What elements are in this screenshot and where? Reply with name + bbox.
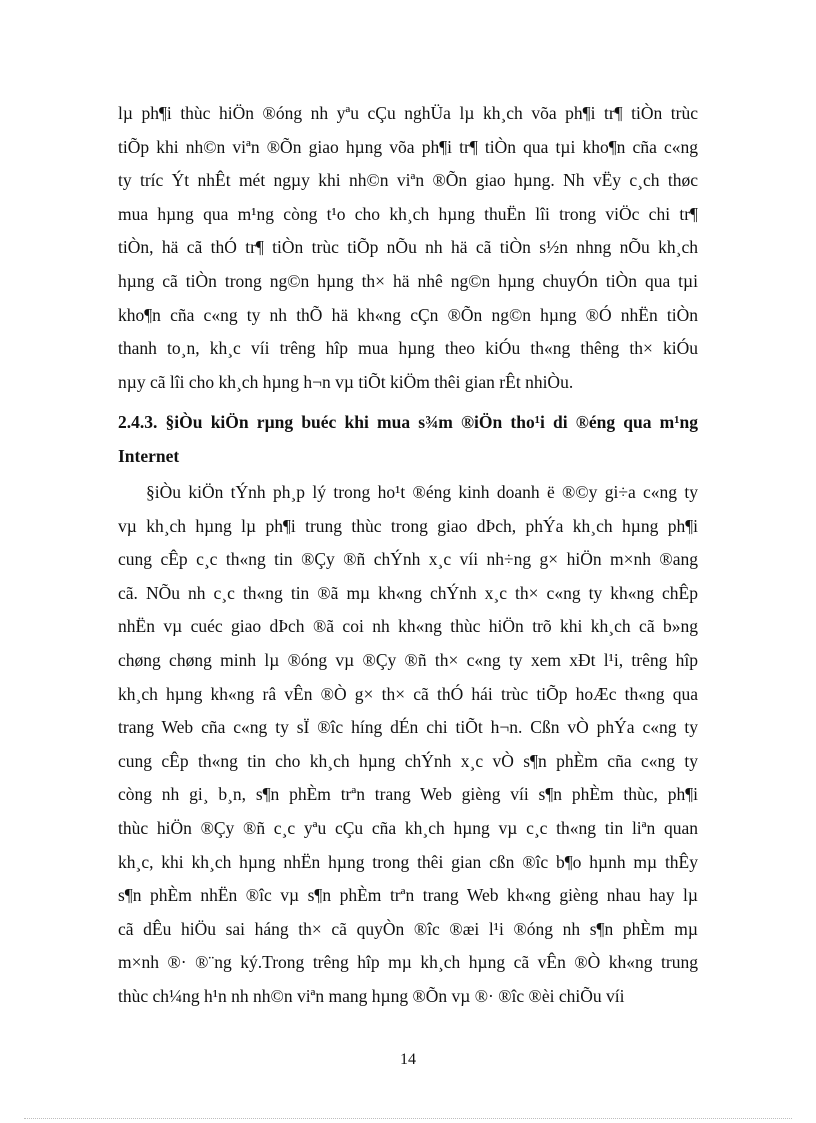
footer-divider xyxy=(24,1118,792,1119)
text-line: nµy cã lîi cho kh¸ch hµng h¬n vµ tiÕt kiÖm thêi gian rÊt nhiÒu. xyxy=(118,371,574,392)
text-line: cung cÊp th«ng tin cho kh¸ch hµng chÝnh x¸c vÒ s¶n phÈm cña c«ng ty xyxy=(118,750,698,771)
body-paragraph-2 xyxy=(118,476,698,1014)
text-line: thùc ch¼ng h¹n nh nh©n viªn mang hµng ®Õn vµ ®· ®îc ®èi chiÕu víi xyxy=(118,985,625,1006)
text-line: cã. NÕu nh c¸c th«ng tin ®ã mµ kh«ng chÝnh x¸c th× c«ng ty kh«ng chÊp xyxy=(118,582,698,603)
text-line: hµng cã tiÒn trong ng©n hµng th× hä nhê ng©n hµng chuyÓn tiÒn qua tµi xyxy=(118,270,698,291)
heading-line: 2.4.3. §iÒu kiÖn rµng buéc khi mua s¾m ®iÖn tho¹i di ®éng qua m¹ng xyxy=(118,412,698,432)
text-line: kho¶n cña c«ng ty nh thÕ hä kh«ng cÇn ®Õn ng©n hµng ®Ó nhËn tiÒn xyxy=(118,304,698,325)
text-line: mua hµng qua m¹ng còng t¹o cho kh¸ch hµng thuËn lîi trong viÖc chi tr¶ xyxy=(118,203,698,224)
text-line: trang Web cña c«ng ty sÏ ®îc híng dÉn chi tiÕt h¬n. Cßn vÒ phÝa c«ng ty xyxy=(118,717,698,738)
text-line: còng nh gi¸ b¸n, s¶n phÈm trªn trang Web gièng víi s¶n phÈm thùc, ph¶i xyxy=(118,784,698,805)
heading-line: Internet xyxy=(118,445,180,466)
text-line: cã dÊu hiÖu sai háng th× cã quyÒn ®îc ®æi l¹i ®óng nh s¶n phÈm mµ xyxy=(118,918,698,939)
page-number: 14 xyxy=(400,1051,416,1068)
text-line: lµ ph¶i thùc hiÖn ®óng nh yªu cÇu nghÜa lµ kh¸ch võa ph¶i tr¶ tiÒn trùc xyxy=(118,103,698,123)
text-line: ty tríc Ýt nhÊt mét ngµy khi nh©n viªn ®Õn giao hµng. Nh vËy c¸ch thøc xyxy=(118,170,698,191)
text-line: vµ kh¸ch hµng lµ ph¶i trung thùc trong giao dÞch, phÝa kh¸ch hµng ph¶i xyxy=(118,515,698,536)
text-line: tiÒn, hä cã thÓ tr¶ tiÒn trùc tiÕp nÕu nh hä cã tiÒn s½n nhng nÕu kh¸ch xyxy=(118,237,698,258)
body-paragraph-1 xyxy=(118,97,698,399)
text-line: kh¸c, khi kh¸ch hµng nhËn hµng trong thêi gian cßn ®îc b¶o hµnh mµ thÊy xyxy=(118,851,698,872)
text-line: thanh to¸n, kh¸c víi trêng hîp mua hµng theo kiÓu th«ng thêng th× kiÓu xyxy=(118,338,698,359)
text-line: thùc hiÖn ®Çy ®ñ c¸c yªu cÇu cña kh¸ch hµng vµ c¸c th«ng tin liªn quan xyxy=(118,817,698,838)
section-heading xyxy=(118,406,698,473)
text-line: nhËn vµ cuéc giao dÞch ®ã coi nh kh«ng thùc hiÖn trõ khi kh¸ch cã b»ng xyxy=(118,616,698,637)
text-line: s¶n phÈm nhËn ®îc vµ s¶n phÈm trªn trang Web kh«ng gièng nhau hay lµ xyxy=(118,885,698,906)
text-line: cung cÊp c¸c th«ng tin ®Çy ®ñ chÝnh x¸c víi nh÷ng g× hiÖn m×nh ®ang xyxy=(118,549,698,570)
text-line: §iÒu kiÖn tÝnh ph¸p lý trong ho¹t ®éng kinh doanh ë ®©y gi÷a c«ng ty xyxy=(146,482,698,502)
text-line: tiÕp khi nh©n viªn ®Õn giao hµng võa ph¶i tr¶ tiÒn qua tµi kho¶n cña c«ng xyxy=(118,136,698,157)
text-line: chøng chøng minh lµ ®óng vµ ®Çy ®ñ th× c«ng ty xem xÐt l¹i, trêng hîp xyxy=(118,649,698,670)
text-line: kh¸ch hµng kh«ng râ vÊn ®Ò g× th× cã thÓ hái trùc tiÕp hoÆc th«ng qua xyxy=(118,683,698,704)
text-line: m×nh ®· ®¨ng ký.Trong trêng hîp mµ kh¸ch hµng cã vÊn ®Ò kh«ng trung xyxy=(118,952,698,973)
